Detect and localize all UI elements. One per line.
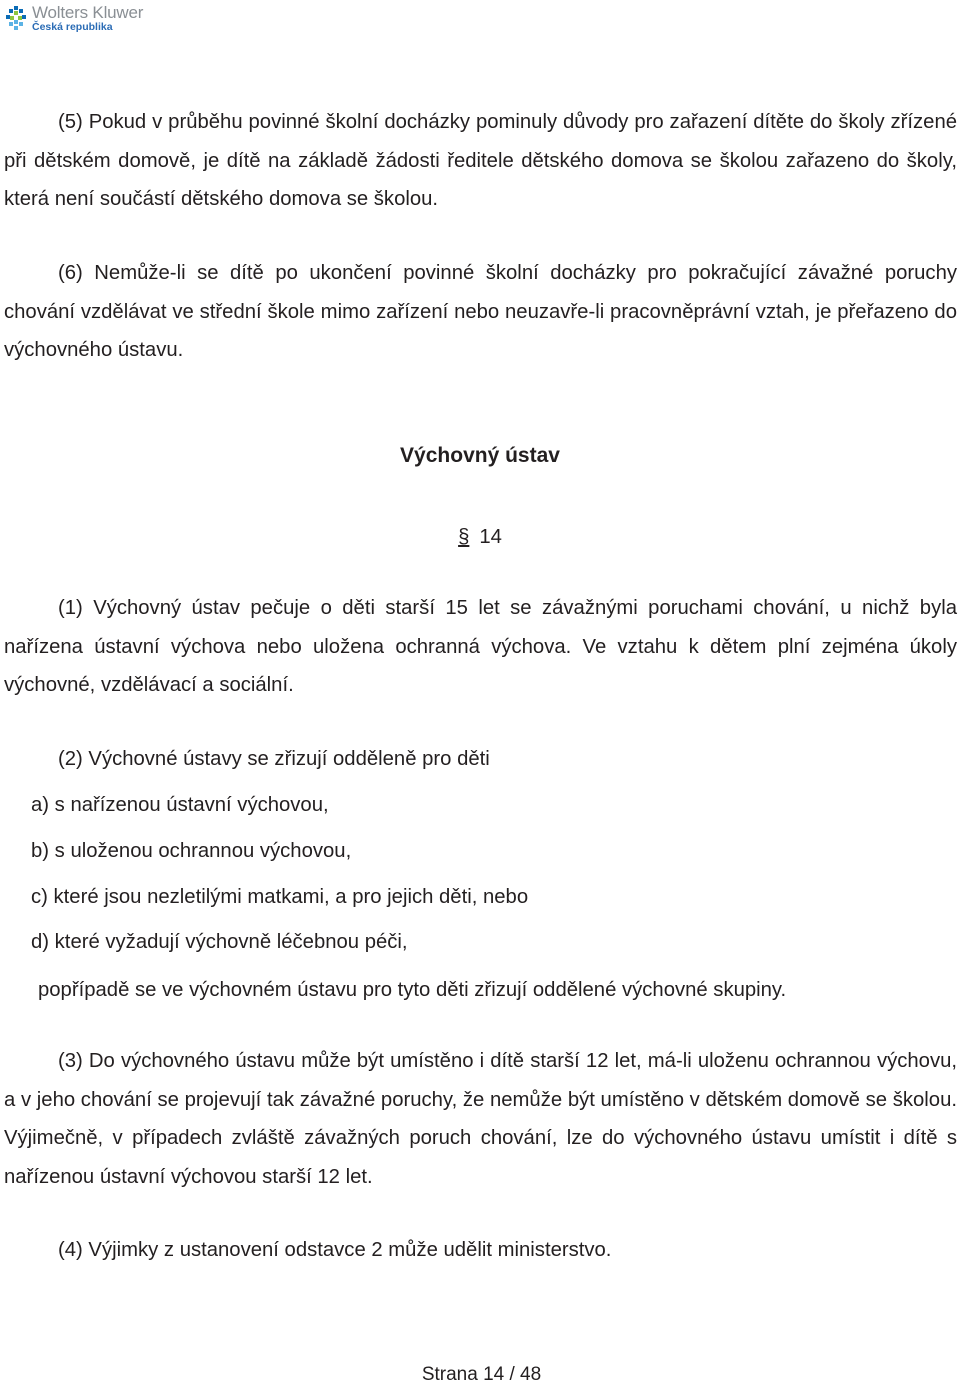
section-paragraph-2-outro: popřípadě se ve výchovném ústavu pro tyto děti zřizují oddělené výchovné skupiny. [38,979,787,1001]
section-heading: Výchovný ústav [400,444,560,467]
paragraph-5: (5) Pokud v průběhu povinné školní docházky pominuly důvody pro zařazení dítěte do školy zřízené při dětském domově, je dítě na základě žádosti ředitele dětského domova se školou zařazeno do školy, která není součástí dětského domova se školou. [4,111,957,210]
publisher-logo [3,4,143,33]
list-item-a: a) s nařízenou ústavní výchovou, [31,794,329,816]
section-number-value: 14 [479,526,502,548]
page-number: Strana 14 / 48 [421,1364,542,1385]
logo-subtitle: Česká republika [32,21,113,33]
list-item-b: b) s uloženou ochrannou výchovou, [31,840,352,862]
section-paragraph-4: (4) Výjimky z ustanovení odstavce 2 může udělit ministerstvo. [58,1239,612,1261]
paragraph-6: (6) Nemůže-li se dítě po ukončení povinné školní docházky pro pokračující závažné poruchy chování vzdělávat ve střední škole mimo zařízení nebo neuzavře-li pracovněprávní vztah, je přeřazeno do výchovného ústavu. [4,262,957,361]
wolters-kluwer-logo-icon [3,5,29,31]
logo-name: Wolters Kluwer [32,3,144,22]
section-paragraph-2-intro: (2) Výchovné ústavy se zřizují odděleně pro děti [58,748,490,770]
list-item-c: c) které jsou nezletilými matkami, a pro jejich děti, nebo [31,886,529,908]
section-sign: § [458,526,470,548]
section-paragraph-1: (1) Výchovný ústav pečuje o děti starší 15 let se závažnými poruchami chování, u nichž byla nařízena ústavní výchova nebo uložena ochranná výchova. Ve vztahu k dětem plní zejména úkoly výchovné, vzdělávací a sociální. [4,597,957,696]
section-paragraph-3: (3) Do výchovného ústavu může být umístěno i dítě starší 12 let, má-li uloženu ochrannou výchovu, a v jeho chování se projevují tak závažné poruchy, že nemůže být umístěno v dětském domově se školou. Výjimečně, v případech zvláště závažných poruch chování, lze do výchovného ústavu umístit i dítě s nařízenou ústavní výchovou starší 12 let. [4,1050,957,1188]
section-number [0,524,960,550]
list-item-d: d) které vyžadují výchovně léčebnou péči, [31,931,408,953]
